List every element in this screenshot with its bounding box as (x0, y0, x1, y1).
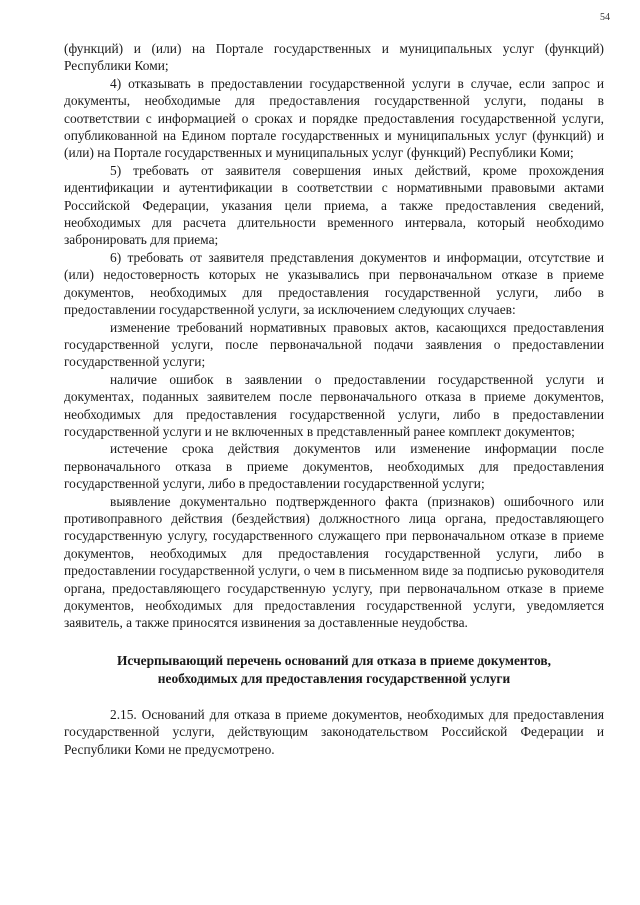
paragraph-item-4: 4) отказывать в предоставлении государственной услуги в случае, если запрос и документы, необходимые для предоставления государственной услуги, поданы в соответствии с информацией о сроках и порядке предоставления государственной услуги, опубликованной на Едином портале государственных и муниципальных услуг (функций) и (или) на Портале государственных и муниципальных услуг (функций) Республики Коми; (64, 75, 604, 161)
page-number: 54 (600, 12, 610, 23)
paragraph-case-3: истечение срока действия документов или изменение информации после первоначального отказа в приеме документов, необходимых для предоставления государственной услуги, либо в предоставлении государственной услуги; (64, 441, 604, 492)
paragraph-item-6: 6) требовать от заявителя представления документов и информации, отсутствие и (или) недостоверность которых не указывались при первоначальном отказе в приеме документов, необходимых для предоставления государственной услуги, либо в предоставлении государственной услуги, за исключением следующих случаев: (64, 249, 604, 318)
paragraph-case-2: наличие ошибок в заявлении о предоставлении государственной услуги и документах, поданных заявителем после первоначального отказа в приеме документов, необходимых для предоставления государственной услуги, либо в предоставлении государственной услуги и не включенных в представленный ранее комплект документов; (64, 371, 604, 439)
paragraph-2-15: 2.15. Оснований для отказа в приеме документов, необходимых для предоставления государственной услуги, действующим законодательством Российской Федерации и Республики Коми не предусмотрено. (64, 706, 604, 757)
document-body (64, 40, 604, 758)
paragraph-case-4: выявление документально подтвержденного факта (признаков) ошибочного или противоправного действия (бездействия) должностного лица органа, предоставляющего государственную услугу, государственного служащего при первоначальном отказе в приеме документов, необходимых для предоставления государственной услуги, либо в предоставлении государственной услуги, о чем в письменном виде за подписью руководителя органа, предоставляющего государственную услугу, при первоначальном отказе в приеме документов, необходимых для предоставления государственной услуги, уведомляется заявитель, а также приносятся извинения за доставленные неудобства. (64, 493, 604, 631)
section-heading: Исчерпывающий перечень оснований для отказа в приеме документов, необходимых для предоставления государственной услуги (117, 652, 551, 686)
paragraph-case-1: изменение требований нормативных правовых актов, касающихся предоставления государственной услуги, после первоначальной подачи заявления о предоставлении государственной услуги; (64, 319, 604, 370)
paragraph-continuation: (функций) и (или) на Портале государственных и муниципальных услуг (функций) Республики Коми; (64, 41, 604, 74)
paragraph-item-5: 5) требовать от заявителя совершения иных действий, кроме прохождения идентификации и аутентификации в соответствии с нормативными правовыми актами Российской Федерации, указания цели приема, а также предоставления сведений, необходимых для расчета длительности временного интервала, который необходимо забронировать для приема; (64, 162, 604, 248)
